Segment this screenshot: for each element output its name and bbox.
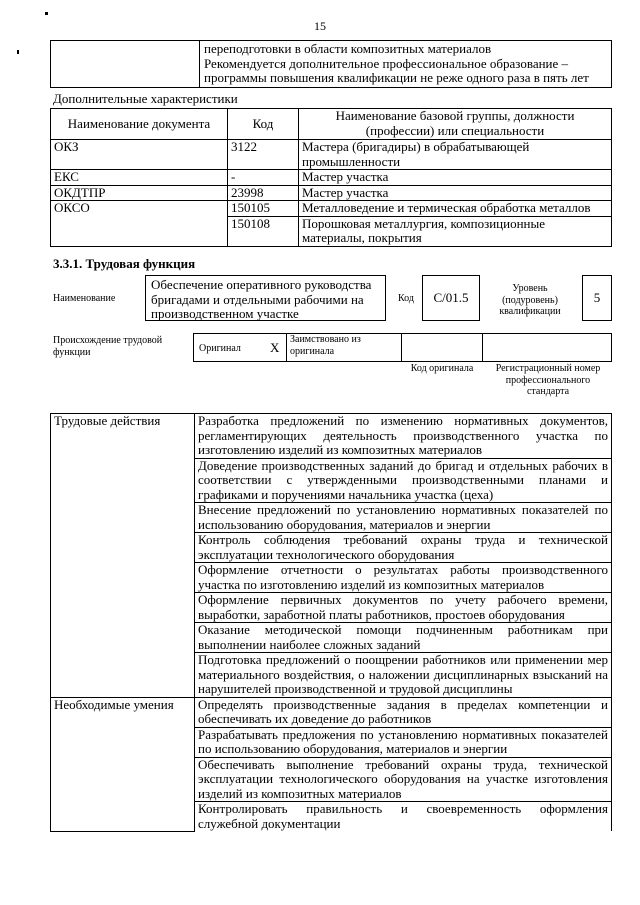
additional-cell-name: Порошковая металлургия, композиционные материалы, покрытия [299,216,612,246]
borrowed-label: Заимствовано из оригинала [290,334,361,357]
additional-table [50,108,612,247]
scan-mark [45,12,48,15]
additional-cell-name: Мастер участка [299,185,612,201]
top-table-line: программы повышения квалификации не реже одного раза в пять лет [204,70,589,85]
additional-cell-code: 3122 [228,140,299,170]
original-mark: Х [270,340,280,355]
action-item: Разработка предложений по изменению нормативных документов, регламентирующих деятельность производственного участка по изготовлению изделий из композитных материалов [195,414,612,459]
action-item: Оформление первичных документов по учету рабочего времени, выработки, заработной платы работников, простоев оборудования [195,593,612,623]
skill-item: Обеспечивать выполнение требований охраны труда, технической эксплуатации технологического оборудования на участке изготовления изделий из композитных материалов [195,757,612,802]
reg-number-box [482,333,612,362]
function-heading: 3.3.1. Трудовая функция [53,256,196,271]
name-label: Наименование [53,293,116,304]
page-number: 15 [314,19,326,33]
top-table [50,40,612,88]
skill-item: Определять производственные задания в пределах компетенции и обеспечивать их доведение до работников [195,697,612,727]
original-label: Оригинал [199,343,241,354]
origin-code-box [401,333,483,362]
action-item: Оформление отчетности о результатах работы производственного участка по изготовлению изделий из композитных материалов [195,563,612,593]
additional-cell-doc: ЕКС [51,170,228,186]
skill-item: Разрабатывать предложения по установлению нормативных показателей по использованию оборудования, материалов и энергии [195,727,612,757]
additional-cell-code: 150108 [228,216,299,246]
additional-header-code: Код [228,109,299,140]
additional-cell-doc: ОКСО [51,201,228,247]
action-item: Оказание методической помощи подчиненным работникам при выполнении наиболее сложных заданий [195,623,612,653]
code-value-box [422,275,480,321]
additional-cell-name: Металловедение и термическая обработка металлов [299,201,612,217]
code-value: С/01.5 [433,289,469,305]
action-item: Контроль соблюдения требований охраны труда и технической эксплуатации технологического оборудования [195,533,612,563]
additional-cell-doc: ОКДТПР [51,185,228,201]
origin-code-label: Код оригинала [410,363,474,374]
action-item: Внесение предложений по установлению нормативных показателей по использованию оборудования, материалов и энергии [195,503,612,533]
action-item: Доведение производственных заданий до бригад и отдельных рабочих в соответствии с утвержденными производственными планами и графиками и поручениями начальника участка (цеха) [195,458,612,503]
additional-cell-code: 150105 [228,201,299,217]
top-table-empty-cell [51,41,200,88]
function-name-box [145,275,386,321]
code-label: Код [398,293,414,304]
origin-label: Происхождение трудовой функции [53,335,163,358]
main-table [50,413,612,832]
level-value: 5 [593,289,601,305]
level-value-box [582,275,612,321]
top-table-line: переподготовки в области композитных материалов [204,41,492,56]
top-table-line: Рекомендуется дополнительное профессиональное образование – [204,55,569,71]
skills-label: Необходимые умения [51,697,195,831]
additional-title: Дополнительные характеристики [53,91,238,106]
top-table-text-cell [200,41,612,88]
reg-number-label: Регистрационный номер профессионального стандарта [495,363,601,397]
function-name-value: Обеспечение оперативного руководства бригадами и отдельными рабочими на производственном участке [151,277,372,321]
additional-header-name: Наименование базовой группы, должности (профессии) или специальности [299,109,612,140]
additional-cell-code: - [228,170,299,186]
additional-header-doc: Наименование документа [51,109,228,140]
scan-mark [17,50,19,54]
actions-label: Трудовые действия [51,414,195,698]
skill-item: Контролировать правильность и своевременность оформления служебной документации [195,802,612,832]
additional-cell-name: Мастер участка [299,170,612,186]
additional-cell-name: Мастера (бригадиры) в обрабатывающей промышленности [299,140,612,170]
additional-cell-doc: ОКЗ [51,140,228,170]
level-label: Уровень (подуровень) квалификации [499,283,561,317]
action-item: Подготовка предложений о поощрении работников или применении мер материального воздействия, о наложении дисциплинарных взысканий на нарушителей производственной и трудовой дисциплины [195,653,612,698]
additional-cell-code: 23998 [228,185,299,201]
